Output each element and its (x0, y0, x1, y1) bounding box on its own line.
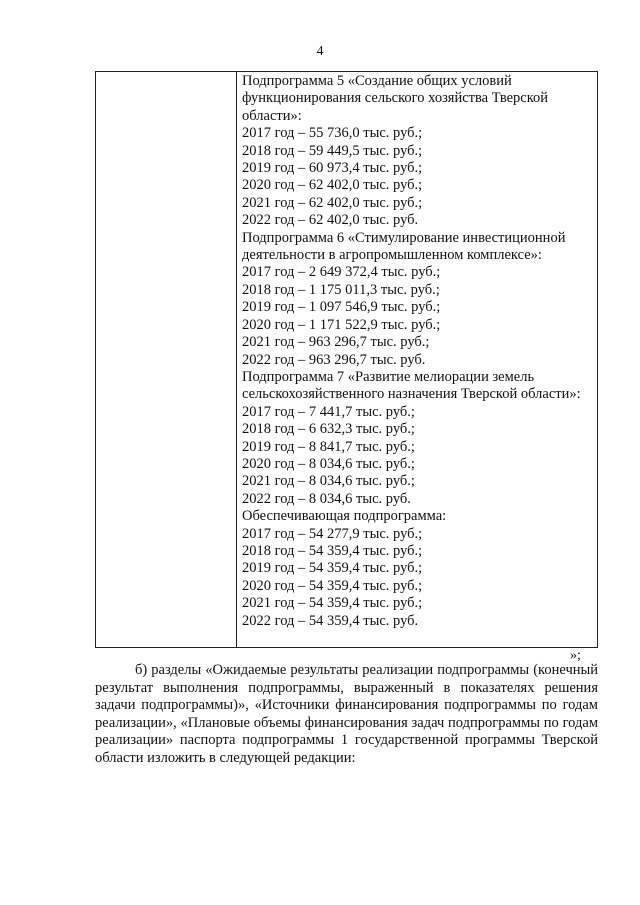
subprogram-6-heading: Подпрограмма 6 «Стимулирование инвестиционной деятельности в агропромышленном комплексе»: (242, 229, 566, 264)
subprogram-7-heading: Подпрограмма 7 «Развитие мелиорации земель сельскохозяйственного назначения Тверской области»: (242, 368, 581, 403)
support-subprogram-year-2022: 2022 год – 54 359,4 тыс. руб. (242, 612, 419, 629)
subprogram-7-year-2018: 2018 год – 6 632,3 тыс. руб.; (242, 421, 415, 438)
subprogram-7-year-2021: 2021 год – 8 034,6 тыс. руб.; (242, 473, 415, 490)
subprogram-6-year-2017: 2017 год – 2 649 372,4 тыс. руб.; (242, 264, 441, 281)
subprogram-7-year-2017: 2017 год – 7 441,7 тыс. руб.; (242, 403, 415, 420)
body-paragraph (95, 662, 598, 768)
subprogram-6-year-2022: 2022 год – 963 296,7 тыс. руб. (242, 351, 426, 368)
column-divider (236, 72, 237, 647)
page-number: 4 (316, 44, 324, 59)
closing-quote: »; (570, 648, 581, 663)
subprogram-7-year-2022: 2022 год – 8 034,6 тыс. руб. (242, 490, 411, 507)
subprogram-5-heading: Подпрограмма 5 «Создание общих условий функционирования сельского хозяйства Тверской области»: (242, 73, 549, 124)
support-subprogram-year-2021: 2021 год – 54 359,4 тыс. руб.; (242, 595, 423, 612)
subprogram-7-year-2019: 2019 год – 8 841,7 тыс. руб.; (242, 438, 415, 455)
subprogram-5-year-2017: 2017 год – 55 736,0 тыс. руб.; (242, 125, 423, 142)
support-subprogram-year-2020: 2020 год – 54 359,4 тыс. руб.; (242, 577, 423, 594)
support-subprogram-year-2018: 2018 год – 54 359,4 тыс. руб.; (242, 542, 423, 559)
funding-cell (242, 73, 594, 630)
paragraph-b-text: б) разделы «Ожидаемые результаты реализации подпрограммы (конечный результат выполнения подпрограммы, выраженный в показателях решения задачи подпрограммы)», «Источники финансирования подпрограммы по годам реализации», «Плановые объемы финансирования задач подпрограммы по годам реализации» паспорта подпрограммы 1 государственной программы Тверской области изложить в следующей редакции: (95, 662, 598, 766)
subprogram-6-year-2021: 2021 год – 963 296,7 тыс. руб.; (242, 334, 430, 351)
subprogram-5-year-2018: 2018 год – 59 449,5 тыс. руб.; (242, 142, 423, 159)
subprogram-6-year-2018: 2018 год – 1 175 011,3 тыс. руб.; (242, 281, 440, 298)
subprogram-5-year-2022: 2022 год – 62 402,0 тыс. руб. (242, 212, 419, 229)
support-subprogram-year-2019: 2019 год – 54 359,4 тыс. руб.; (242, 560, 423, 577)
subprogram-5-year-2021: 2021 год – 62 402,0 тыс. руб.; (242, 194, 423, 211)
support-subprogram-heading: Обеспечивающая подпрограмма: (242, 508, 447, 525)
subprogram-5-year-2019: 2019 год – 60 973,4 тыс. руб.; (242, 160, 423, 177)
funding-table (95, 71, 598, 648)
subprogram-6-year-2020: 2020 год – 1 171 522,9 тыс. руб.; (242, 316, 441, 333)
subprogram-7-year-2020: 2020 год – 8 034,6 тыс. руб.; (242, 455, 415, 472)
support-subprogram-year-2017: 2017 год – 54 277,9 тыс. руб.; (242, 525, 423, 542)
subprogram-6-year-2019: 2019 год – 1 097 546,9 тыс. руб.; (242, 299, 441, 316)
subprogram-5-year-2020: 2020 год – 62 402,0 тыс. руб.; (242, 177, 423, 194)
